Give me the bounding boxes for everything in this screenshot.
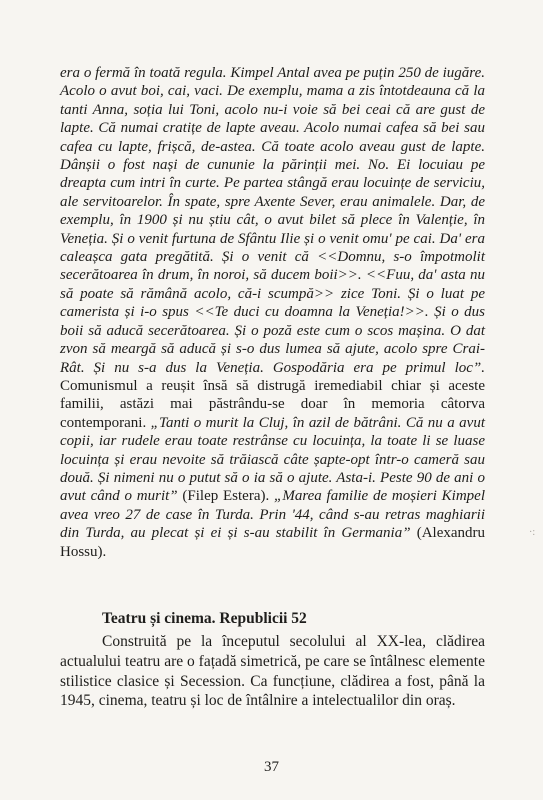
narrative-text: Comunismul a reușit însă să distrugă iremediabil chiar și aceste familii, astăzi mai păstrându-se doar în memoria câtorva contemporani. <box>60 377 485 431</box>
section-heading: Teatru și cinema. Republicii 52 <box>102 610 307 627</box>
page-number: 37 <box>264 759 279 775</box>
oral-history-quote: „Marea familie de moșieri Kimpel avea vreo 27 de case în Turda. Prin '44, când s-au retras maghiarii din Turda, au plecat și ei și s-au stabilit în Germania” <box>60 488 485 542</box>
scan-speck-mark: ·: <box>529 527 536 538</box>
oral-history-quote: „Tanti o murit la Cluj, în azil de bătrâni. Că nu a avut copii, iar rudele erau toate restrânse cu locuința, la toate li se luase locuința și erau nevoite să trăiască câte șapte-opt într-o cameră sau două. Și nimeni nu o putut să o ia să o ajute. Asta-i. Peste 90 de ani o avut când o murit” <box>60 414 485 505</box>
quote-source: (Filep Estera). <box>177 488 274 505</box>
testimony-paragraph <box>60 64 485 561</box>
section-paragraph: Construită pe la începutul secolului al XX-lea, clădirea actualului teatru are o fațadă simetrică, pe care se întâlnesc elemente stilistice clasice și Secession. Ca funcțiune, clădirea a fost, până la 1945, cinema, teatru și loc de întâlnire a intelectualilor din oraș. <box>60 633 485 710</box>
quote-source: (Alexandru Hossu). <box>60 525 486 560</box>
oral-history-quote: era o fermă în toată regula. Kimpel Antal avea pe puțin 250 de iugăre. Acolo o avut boi, cai, vaci. De exemplu, mama a zis întotdeauna că la tanti Anna, soția lui Toni, acolo nu-i voie să bei ceai că are gust de lapte. Că numai cratițe de lapte aveau. Acolo numai cafea să bei sau cafea cu lapte, frișcă, de-astea. Că toate acolo aveau gust de lapte. Dânșii o fost nași de cununie la părinții mei. No. Ei locuiau pe dreapta cum intri în curte. Pe partea stângă erau locuințe de serviciu, ale servitoarelor. În spate, spre Axente Sever, erau animalele. Dar, de exemplu, în 1900 și nu știu cât, o avut bilet să plece în Valenție, în Veneția. Și o venit furtuna de Sfântu Ilie și o venit omu' pe cai. Da' era caleașca gata pregătită. Și o venit că <<Domnu, s-o împotmolit secerătoarea în drum, în noroi, să ducem boii>>. <<Fuu, da' asta nu să poate să rămână acolo, că-i scumpă>> zice Toni. Și o luat pe camerista și i-o spus <<Te duci cu doamna la Veneția!>>. Și o dus boii să aducă secerătoarea. Și o poză este cum o scos mașina. O dat zvon să meargă să aducă și s-o dus lumea să ajute, acolo spre Crai-Rât. Și nu s-a dus la Veneția. Gospodăria era pe primul loc”. <box>60 65 485 376</box>
